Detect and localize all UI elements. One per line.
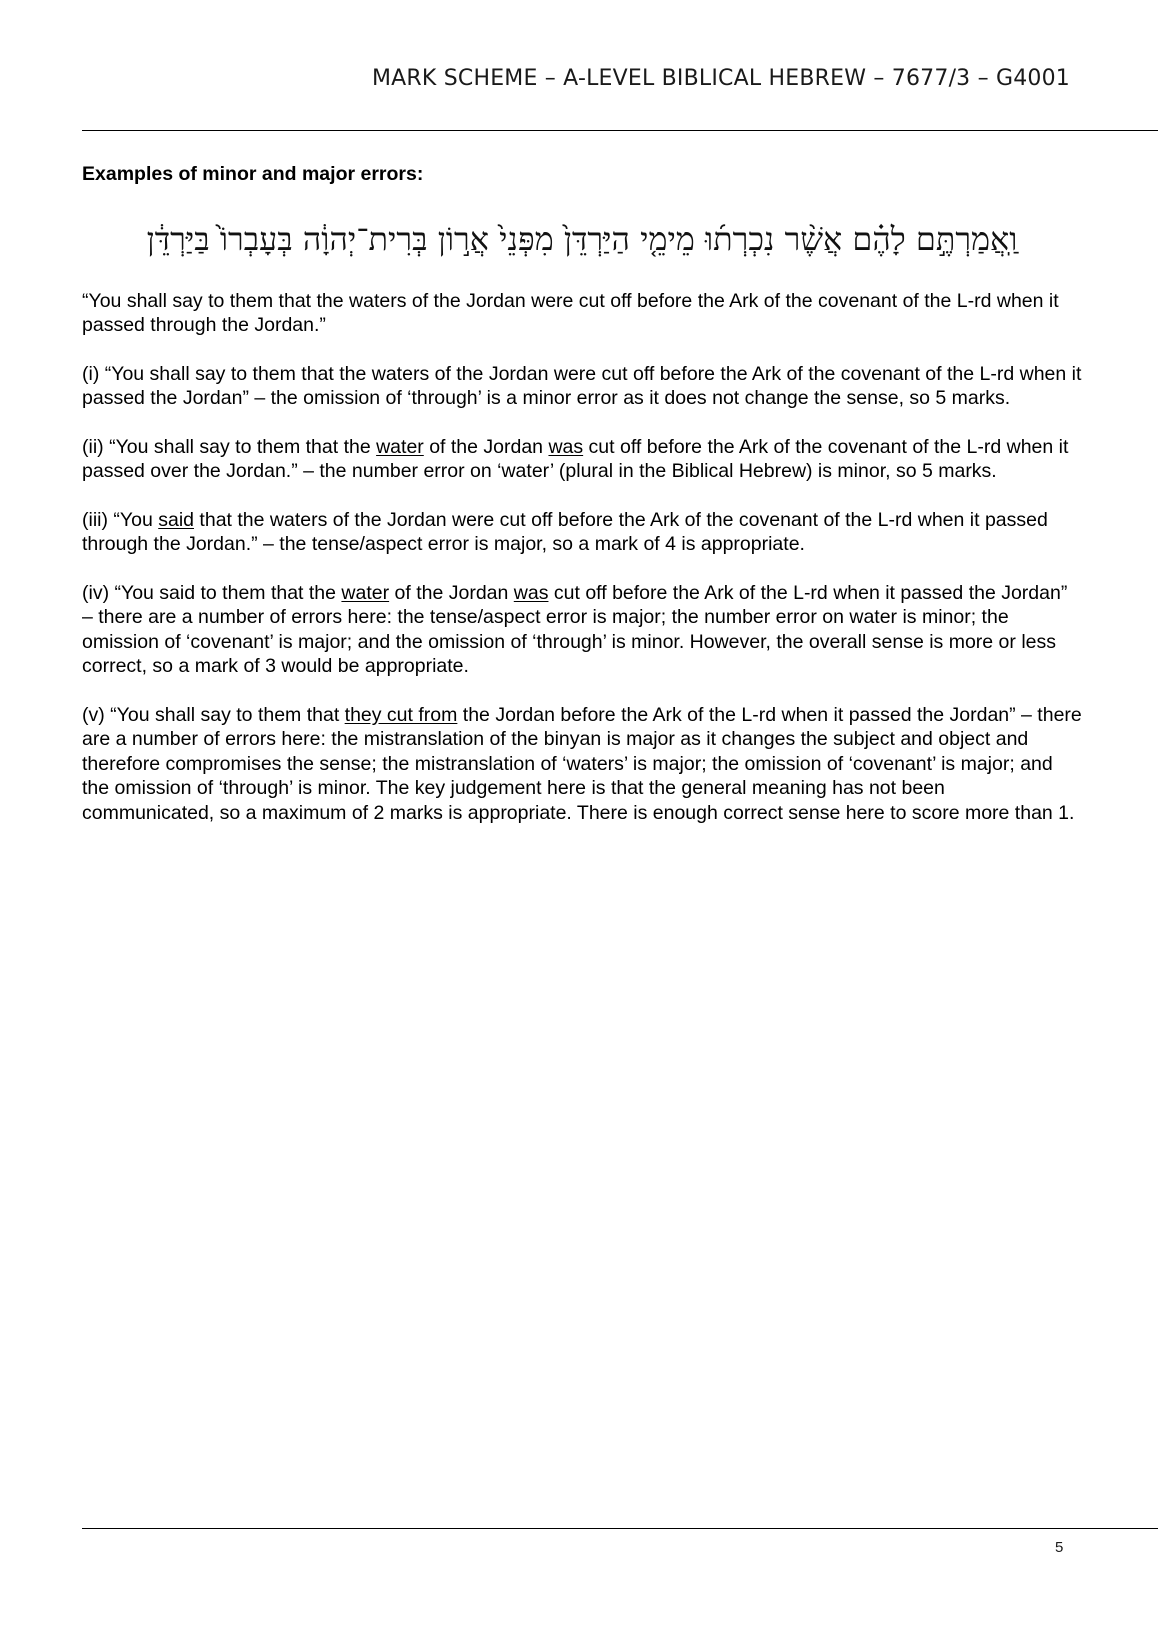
footer-divider [82,1528,1158,1529]
hebrew-verse: וַֽאֲמַרְתֶּ֣ם לָהֶ֗ם אֲשֶׁ֨ר נִכְרְת֜וּ מֵימֵ֤י הַיַּרְדֵּן֙ מִפְּנֵי֙ אֲר֣וֹן בְּרִית־יְהוָ֔ה בְּעָבְרוֹ֙ בַּיַּרְדֵּ֔ן [146,219,1018,258]
example-v [82,703,1082,826]
example-iv-text-2: of the Jordan [389,581,514,604]
example-ii [82,435,1082,484]
translation-paragraph: “You shall say to them that the waters of the Jordan were cut off before the Ark of the covenant of the L-rd when it passed through the Jordan.” [82,289,1059,336]
example-v-underlined-they-cut-from: they cut from [344,703,458,726]
page-header-title: MARK SCHEME – A-LEVEL BIBLICAL HEBREW – 7677/3 – G4001 [372,66,1070,91]
header-divider [82,130,1158,131]
example-v-text-2: the Jordan before the Ark of the L-rd when it passed the Jordan” – there are a number of errors here: the mistranslation of the binyan is major as it changes the subject and object and therefore compromises the sense; the mistranslation of ‘waters’ is major; the omission of ‘covenant’ is major; and the omission of ‘through’ is minor. The key judgement here is that the general meaning has not been communicated, so a maximum of 2 marks is appropriate. There is enough correct sense here to score more than 1. [82,703,1082,824]
example-iii-underlined-said: said [158,508,195,531]
example-i: (i) “You shall say to them that the waters of the Jordan were cut off before the Ark of the covenant of the L-rd when it passed the Jordan” – the omission of ‘through’ is a minor error as it does not change the sense, so 5 marks. [82,362,1082,409]
example-ii-text-1: (ii) “You shall say to them that the [82,435,377,458]
example-iii [82,508,1082,557]
example-ii-text-2: of the Jordan [423,435,549,458]
page-content [82,162,1082,849]
example-iii-text-2: that the waters of the Jordan were cut off before the Ark of the covenant of the L-rd when it passed through the Jordan.” – the tense/aspect error is major, so a mark of 4 is appropriate. [82,508,1048,555]
example-iv [82,581,1082,679]
example-iv-text-3: cut off before the Ark of the L-rd when it passed the Jordan” – there are a number of errors here: the tense/aspect error is major; the number error on water is minor; the omission of ‘covenant’ is major; and the omission of ‘through’ is minor. However, the overall sense is more or less correct, so a mark of 3 would be appropriate. [82,581,1068,677]
example-ii-underlined-was: was [548,435,584,458]
section-heading: Examples of minor and major errors: [82,163,424,185]
example-iii-text-1: (iii) “You [82,508,159,531]
example-iv-text-1: (iv) “You said to them that the [82,581,342,604]
page-number: 5 [1055,1539,1064,1556]
example-ii-text-3: cut off before the Ark of the covenant of the L-rd when it passed over the Jordan.” – the number error on ‘water’ (plural in the Biblical Hebrew) is minor, so 5 marks. [82,435,1069,482]
example-iv-underlined-water: water [341,581,390,604]
example-v-text-1: (v) “You shall say to them that [82,703,345,726]
example-ii-underlined-water: water [376,435,424,458]
example-iv-underlined-was: was [513,581,549,604]
